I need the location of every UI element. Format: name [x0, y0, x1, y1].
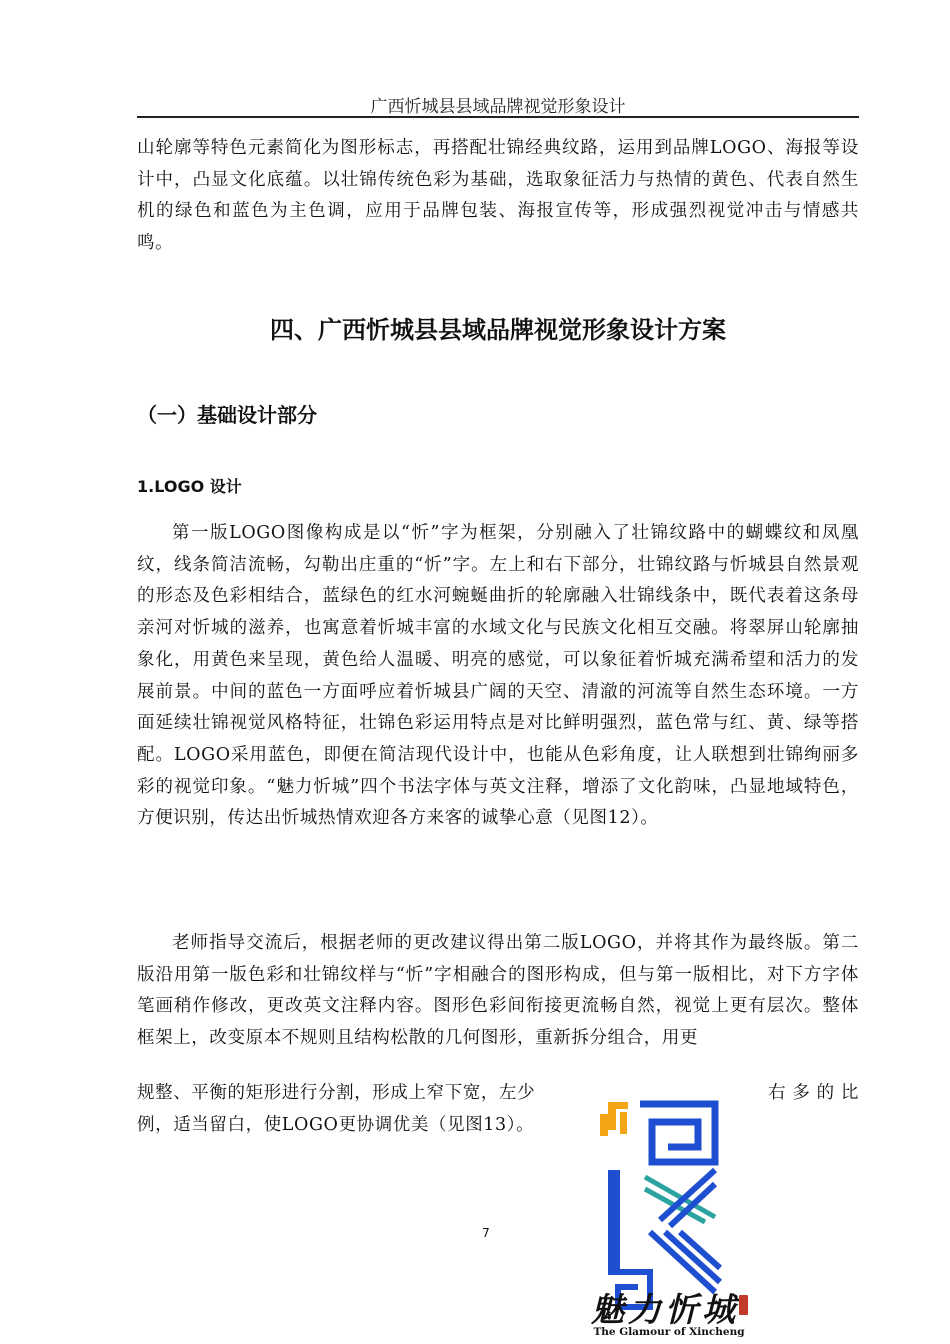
blue-spiral-pattern	[640, 1104, 715, 1162]
split-line-left: 规整、平衡的矩形进行分割，形成上窄下宽，左少	[137, 1083, 536, 1103]
header-rule	[137, 116, 859, 118]
section-heading: 四、广西忻城县县域品牌视觉形象设计方案	[270, 316, 726, 344]
page-number: 7	[482, 1226, 490, 1240]
item-heading: 1.LOGO 设计	[137, 477, 242, 496]
yellow-mountain-pattern	[600, 1102, 628, 1136]
subsection-heading: （一）基础设计部分	[137, 403, 317, 427]
blue-vertical-bar	[608, 1170, 620, 1270]
logo-english-text: The Glamour of Xincheng	[593, 1326, 745, 1338]
split-line-right: 右 多 的 比	[768, 1083, 859, 1103]
paragraph-logo-v2-split-line	[137, 1078, 859, 1110]
seal-stamp	[739, 1295, 748, 1315]
paragraph-logo-v2-end: 例，适当留白，使LOGO更协调优美（见图13）。	[137, 1115, 535, 1135]
paragraph-logo-v1: 第一版LOGO图像构成是以“忻”字为框架，分别融入了壮锦纹路中的蝴蝶纹和凤凰纹，线条简洁流畅，勾勒出庄重的“忻”字。左上和右下部分，壮锦纹路与忻城县自然景观的形态及色彩相结合，蓝绿色的红水河蜿蜒曲折的轮廓融入壮锦线条中，既代表着这条母亲河对忻城的滋养，也寓意着忻城丰富的水域文化与民族文化相互交融。将翠屏山轮廓抽象化，用黄色来呈现，黄色给人温暖、明亮的感觉，可以象征着忻城充满希望和活力的发展前景。中间的蓝色一方面呼应着忻城县广阔的天空、清澈的河流等自然生态环境。一方面延续壮锦视觉风格特征，壮锦色彩运用特点是对比鲜明强烈，蓝色常与红、黄、绿等搭配。LOGO采用蓝色，即便在简洁现代设计中，也能从色彩角度，让人联想到壮锦绚丽多彩的视觉印象。“魅力忻城”四个书法字体与英文注释，增添了文化韵味，凸显地域特色，方便识别，传达出忻城热情欢迎各方来客的诚挚心意（见图12）。	[137, 523, 859, 829]
intro-paragraph: 山轮廓等特色元素简化为图形标志，再搭配壮锦经典纹路，运用到品牌LOGO、海报等设计中，凸显文化底蕴。以壮锦传统色彩为基础，选取象征活力与热情的黄色、代表自然生机的绿色和蓝色为主色调，应用于品牌包装、海报宣传等，形成强烈视觉冲击与情感共鸣。	[137, 138, 859, 254]
header-title: 广西忻城县县域品牌视觉形象设计	[370, 97, 626, 117]
logo-chinese-text: 魅力忻城	[591, 1290, 739, 1329]
paragraph-logo-v2: 老师指导交流后，根据老师的更改建议得出第二版LOGO，并将其作为最终版。第二版沿用第一版色彩和壮锦纹样与“忻”字相融合的图形构成，但与第一版相比，对下方字体笔画稍作修改，更改英文注释内容。图形色彩间衔接更流畅自然，视觉上更有层次。整体框架上，改变原本不规则且结构松散的几何图形，重新拆分组合，用更	[137, 933, 859, 1049]
